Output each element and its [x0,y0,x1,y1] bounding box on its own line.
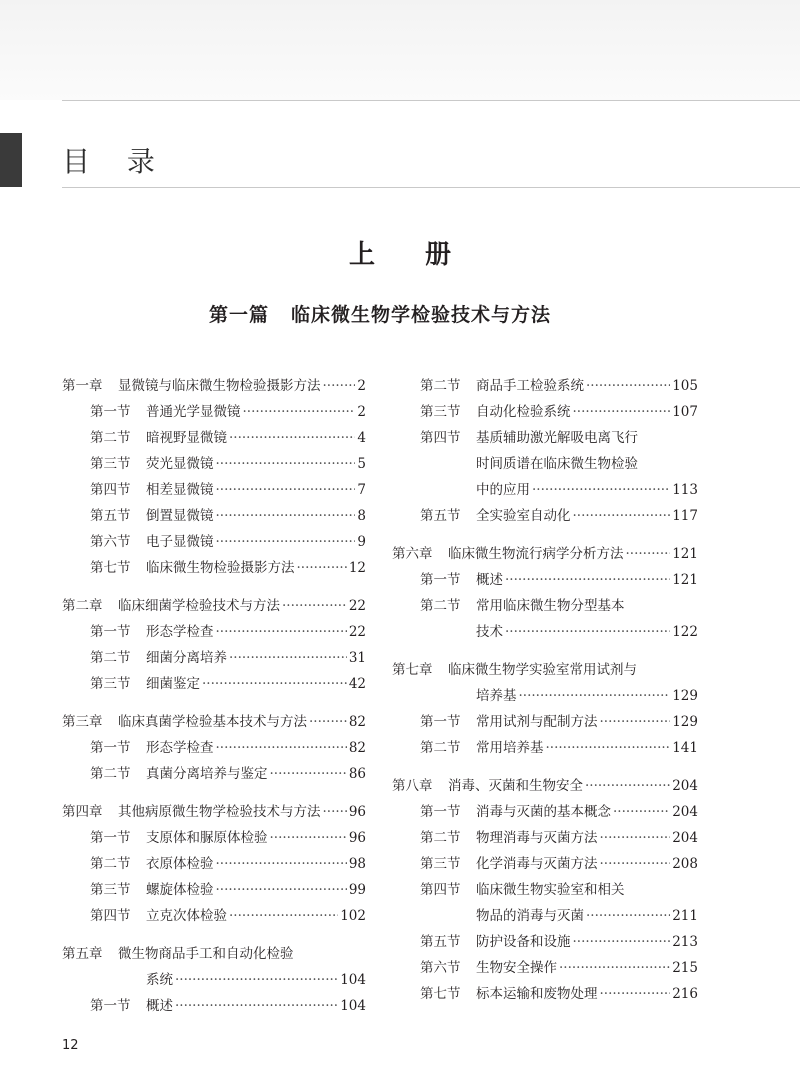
section-title: 临床微生物实验室和相关 [476,882,625,898]
toc-chapter [392,541,698,645]
page-ref: 42 [348,676,366,692]
toc-entry-continuation[interactable] [392,683,698,709]
section-label: 第五节 [90,508,131,524]
section-title: 细菌鉴定 [146,676,200,692]
section-title: 基质辅助激光解吸电离飞行 [476,430,638,446]
page-ref: 8 [357,508,366,524]
dot-leader [270,825,347,851]
toc-section-entry[interactable] [392,929,698,955]
section-title: 荧光显微镜 [146,456,214,472]
toc-entry-continuation[interactable] [392,619,698,645]
section-label: 第四节 [420,882,461,898]
toc-section-entry[interactable] [392,425,698,451]
dot-leader [586,373,670,399]
section-label: 第三节 [90,676,131,692]
page-ref: 113 [672,482,698,498]
toc-section-entry[interactable] [62,993,366,1019]
dot-leader [573,929,671,955]
dot-leader [297,555,347,581]
section-label: 第三节 [90,456,131,472]
toc-chapter [62,799,366,929]
toc-section-entry[interactable] [62,851,366,877]
section-title: 培养基 [476,688,517,704]
page-title: 目 录 [62,145,169,178]
dot-leader [282,593,347,619]
page-ref: 129 [672,714,698,730]
toc-section-entry[interactable] [62,503,366,529]
toc-chapter-entry[interactable] [392,541,698,567]
dot-leader [216,877,347,903]
page-ref: 121 [672,572,698,588]
dot-leader [600,825,671,851]
chapter-label: 第八章 [392,778,433,794]
section-label: 第一节 [90,998,131,1014]
dot-leader [216,477,356,503]
section-title: 倒置显微镜 [146,508,214,524]
section-label: 第二节 [420,378,461,394]
section-label: 第二节 [90,766,131,782]
toc-section-entry[interactable] [392,503,698,529]
toc-section-entry[interactable] [392,981,698,1007]
chapter-label: 第七章 [392,662,433,678]
dot-leader [505,619,670,645]
dot-leader [626,541,671,567]
toc-chapter [392,773,698,1007]
dot-leader [229,903,338,929]
toc-section-entry[interactable] [62,529,366,555]
toc-section-entry[interactable] [392,955,698,981]
section-title: 暗视野显微镜 [146,430,227,446]
chapter-label: 第四章 [62,804,103,820]
dot-leader [546,735,671,761]
page-ref: 208 [672,856,698,872]
section-label: 第一节 [90,624,131,640]
section-title: 消毒与灭菌的基本概念 [476,804,611,820]
toc-chapter-entry[interactable] [392,657,698,683]
toc-chapter-entry[interactable] [62,709,366,735]
section-label: 第二节 [420,830,461,846]
toc-section-entry[interactable] [392,799,698,825]
section-label: 第一节 [90,404,131,420]
section-title: 螺旋体检验 [146,882,214,898]
part-label: 第一篇 [208,304,269,326]
toc-section-entry[interactable] [62,825,366,851]
page-ref: 22 [348,598,366,614]
section-label: 第三节 [90,882,131,898]
page-ref: 5 [357,456,366,472]
section-label: 第二节 [90,430,131,446]
section-label: 第三节 [420,856,461,872]
page-ref: 82 [348,740,366,756]
page-ref: 204 [672,778,698,794]
section-title: 形态学检查 [146,624,214,640]
toc-section-entry[interactable] [62,477,366,503]
dot-leader [216,503,356,529]
section-title: 电子显微镜 [146,534,214,550]
chapter-title: 临床微生物流行病学分析方法 [448,546,624,562]
chapter-title: 显微镜与临床微生物检验摄影方法 [118,378,321,394]
section-label: 第一节 [90,740,131,756]
dot-leader [175,993,338,1019]
part-heading [0,300,760,327]
toc-chapter-entry[interactable] [392,773,698,799]
section-label: 第六节 [420,960,461,976]
toc-chapter-entry[interactable] [62,799,366,825]
chapter-title: 临床微生物学实验室常用试剂与 [448,662,637,678]
volume-title: 上册 [348,240,501,270]
section-label: 第一节 [420,572,461,588]
section-title: 商品手工检验系统 [476,378,584,394]
dot-leader [559,955,670,981]
chapter-title: 消毒、灭菌和生物安全 [448,778,583,794]
section-label: 第一节 [420,714,461,730]
section-label: 第六节 [90,534,131,550]
page-ref: 82 [348,714,366,730]
page-ref: 204 [672,804,698,820]
section-title: 物品的消毒与灭菌 [476,908,584,924]
section-title: 生物安全操作 [476,960,557,976]
page-ref: 7 [357,482,366,498]
toc-section-entry[interactable] [62,877,366,903]
dot-leader [323,373,356,399]
toc-section-entry[interactable] [62,903,366,929]
chapter-label: 第三章 [62,714,103,730]
toc-chapter [392,657,698,761]
dot-leader [573,503,671,529]
chapter-title: 微生物商品手工和自动化检验 [118,946,294,962]
dot-leader [216,851,347,877]
dot-leader [270,761,347,787]
page-ref: 121 [672,546,698,562]
dot-leader [175,967,338,993]
toc-section-entry[interactable] [392,825,698,851]
dot-leader [600,851,671,877]
section-label: 第二节 [420,598,461,614]
toc-chapter [62,709,366,787]
page-ref: 96 [348,830,366,846]
section-title: 立克次体检验 [146,908,227,924]
section-title: 自动化检验系统 [476,404,571,420]
toc-section-entry[interactable] [62,671,366,697]
section-title: 常用培养基 [476,740,544,756]
toc-entry-continuation[interactable] [392,903,698,929]
toc-section-entry[interactable] [62,451,366,477]
section-label: 第二节 [420,740,461,756]
toc-section-entry[interactable] [392,735,698,761]
page-ref: 105 [672,378,698,394]
page-ref: 129 [672,688,698,704]
toc-right-column [392,373,698,1019]
page-ref: 9 [357,534,366,550]
toc-chapter-continued [392,373,698,529]
page-ref: 96 [348,804,366,820]
toc-section-entry[interactable] [62,399,366,425]
dot-leader [586,903,670,929]
dot-leader [532,477,670,503]
section-title: 常用临床微生物分型基本 [476,598,625,614]
toc-entry-continuation[interactable] [392,477,698,503]
section-title: 临床微生物检验摄影方法 [146,560,295,576]
section-title: 概述 [476,572,503,588]
dot-leader [216,619,347,645]
dot-leader [243,399,356,425]
toc-entry-continuation[interactable] [392,451,698,477]
toc-section-entry[interactable] [392,877,698,903]
section-title: 化学消毒与灭菌方法 [476,856,598,872]
dot-leader [613,799,670,825]
page-ref: 22 [348,624,366,640]
dot-leader [216,529,356,555]
section-title: 常用试剂与配制方法 [476,714,598,730]
page-ref: 86 [348,766,366,782]
dot-leader [573,399,671,425]
toc-section-entry[interactable] [392,567,698,593]
toc-chapter-entry[interactable] [62,941,366,967]
toc-entry-continuation[interactable] [62,967,366,993]
toc-left-column [62,373,366,1031]
section-label: 第七节 [90,560,131,576]
section-title: 普通光学显微镜 [146,404,241,420]
section-title: 相差显微镜 [146,482,214,498]
section-title: 支原体和脲原体检验 [146,830,268,846]
toc-section-entry[interactable] [392,399,698,425]
section-title: 标本运输和废物处理 [476,986,598,1002]
section-label: 第三节 [420,404,461,420]
dot-leader [216,451,356,477]
section-title: 技术 [476,624,503,640]
section-title: 全实验室自动化 [476,508,571,524]
section-title: 概述 [146,998,173,1014]
page-number: 12 [62,1038,79,1053]
page-ref: 4 [357,430,366,446]
section-label: 第四节 [90,482,131,498]
toc-chapter [62,593,366,697]
chapter-label: 第六章 [392,546,433,562]
chapter-title: 临床真菌学检验基本技术与方法 [118,714,307,730]
page-ref: 102 [340,908,366,924]
dot-leader [519,683,671,709]
page-ref: 216 [672,986,698,1002]
header-band [0,0,800,100]
page-ref: 107 [672,404,698,420]
toc-chapter [62,373,366,581]
toc-section-entry[interactable] [62,735,366,761]
page-ref: 2 [357,378,366,394]
section-label: 第四节 [420,430,461,446]
dot-leader [505,567,670,593]
dot-leader [229,645,347,671]
header-rule-bottom [62,187,800,188]
header-rule-top [62,100,800,101]
section-label: 第二节 [90,650,131,666]
toc-chapter-entry[interactable] [62,593,366,619]
toc-section-entry[interactable] [392,851,698,877]
dot-leader [309,709,347,735]
page-ref: 215 [672,960,698,976]
toc-section-entry[interactable] [62,761,366,787]
toc-section-entry[interactable] [62,555,366,581]
section-title: 物理消毒与灭菌方法 [476,830,598,846]
section-label: 第七节 [420,986,461,1002]
section-title: 时间质谱在临床微生物检验 [476,456,638,472]
page-ref: 104 [340,972,366,988]
section-title: 形态学检查 [146,740,214,756]
section-label: 第一节 [90,830,131,846]
section-title: 细菌分离培养 [146,650,227,666]
toc-chapter [62,941,366,1019]
page-ref: 12 [348,560,366,576]
dot-leader [600,709,671,735]
toc-section-entry[interactable] [392,373,698,399]
section-title: 中的应用 [476,482,530,498]
toc-chapter-entry[interactable] [62,373,366,399]
page-ref: 98 [348,856,366,872]
page-ref: 213 [672,934,698,950]
dot-leader [323,799,347,825]
page-ref: 211 [672,908,698,924]
dot-leader [216,735,347,761]
toc-section-entry[interactable] [62,645,366,671]
section-title: 真菌分离培养与鉴定 [146,766,268,782]
chapter-title: 临床细菌学检验技术与方法 [118,598,280,614]
page-ref: 31 [348,650,366,666]
page-ref: 117 [672,508,698,524]
title-accent-block [0,133,22,187]
section-label: 第二节 [90,856,131,872]
chapter-label: 第五章 [62,946,103,962]
section-title: 防护设备和设施 [476,934,571,950]
section-title: 系统 [146,972,173,988]
dot-leader [229,425,355,451]
section-label: 第一节 [420,804,461,820]
chapter-label: 第一章 [62,378,103,394]
page-ref: 99 [348,882,366,898]
page-ref: 104 [340,998,366,1014]
page-ref: 204 [672,830,698,846]
section-label: 第五节 [420,934,461,950]
dot-leader [585,773,670,799]
dot-leader [202,671,347,697]
section-title: 衣原体检验 [146,856,214,872]
chapter-label: 第二章 [62,598,103,614]
section-label: 第四节 [90,908,131,924]
toc-section-entry[interactable] [62,425,366,451]
chapter-title: 其他病原微生物学检验技术与方法 [118,804,321,820]
page-ref: 141 [672,740,698,756]
toc-section-entry[interactable] [392,593,698,619]
part-title: 临床微生物学检验技术与方法 [291,304,552,326]
dot-leader [600,981,671,1007]
toc-section-entry[interactable] [62,619,366,645]
toc-section-entry[interactable] [392,709,698,735]
section-label: 第五节 [420,508,461,524]
page-ref: 2 [357,404,366,420]
page-ref: 122 [672,624,698,640]
